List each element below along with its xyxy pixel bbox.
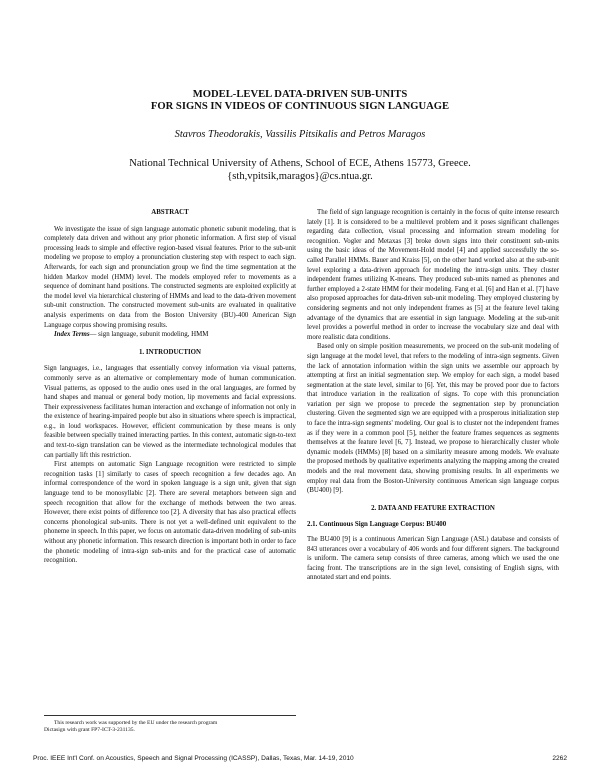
page-footer: [33, 755, 567, 762]
venue-citation: Proc. IEEE Int'l Conf. on Acoustics, Speech and Signal Processing (ICASSP), Dallas, Texas, Mar. 14-19, 2010: [33, 755, 354, 762]
affiliation-block: [0, 157, 600, 183]
email: {sth,vpitsik,maragos}@cs.ntua.gr.: [227, 171, 373, 182]
intro-paragraph-3: The field of sign language recognition is certainly in the focus of quite intense research lately [1]. It is considered to be a multilevel problem and it poses significant challenges regarding data collection, visual processing and information stream modeling for recognition. Vogler and Metaxas [3] broke down signs into their constituent sub-units using the basic ideas of the Movement-Hold model [4] and applied successfully the so-called Parallel HMMs. Bauer and Kraiss [5], on the other hand worked also at the sub-unit level exploring a data-driven approach for modeling the intra-sign units. They cluster independent frames utilizing K-means. They produced sub-units named as phenones and further employed a 2-state HMM for their modeling. Fang et al. [6] and Han et al. [7] have also proposed approaches for data-driven sub-unit modeling. They employed clustering by considering segments and not only independent frames as [5] at the feature level taking advantage of the dynamics that are essential in sign language. Modeling at the sub-unit level provides a powerful method in order to increase the vocabulary size and deal with more realistic data conditions.: [307, 209, 559, 341]
footnote-line-2: Dictasign with grant FP7-ICT-3-231135.: [44, 727, 135, 733]
affiliation: National Technical University of Athens, School of ECE, Athens 15773, Greece.: [129, 158, 471, 169]
intro-heading: 1. INTRODUCTION: [138, 348, 202, 356]
intro-paragraph-2: First attempts on automatic Sign Language recognition were restricted to simple recognition tasks [1] similarly to cases of speech recognition a few decades ago. An informal correspondence of the word in spoken language is a sign unit, given that sign language tend to be monosyllabic [2]. There are several metaphors between sign and speech recognition that allow for the exchange of methods between the two areas. However, there exist points of difference too [2]. A diversity that has also practical effects concerns phonological sub-units. There is not yet a well-defined unit equivalent to the phoneme in speech. In this paper, we focus on automatic data-driven modeling of sub-units without any phonetic information. This research direction is important both in order to face the phonetic modeling of intra-sign sub-units and for the practical case of automatic recognition.: [44, 461, 296, 565]
footnote: [44, 715, 296, 734]
author-list: Stavros Theodorakis, Vassilis Pitsikalis and Petros Maragos: [174, 129, 426, 140]
subsection-2-1-heading: 2.1. Continuous Sign Language Corpus: BU400: [307, 521, 447, 529]
section-2-paragraph-1: The BU400 [9] is a continuous American Sign Language (ASL) database and consists of 843 utterances over a vocabulary of 406 words and four different signers. The background is uniform. The camera setup consists of three cameras, among which we used the one facing front. The transcriptions are in the sign level, consisting of English signs, with annotated start and end points.: [307, 536, 559, 582]
intro-paragraph-1: Sign languages, i.e., languages that essentially convey information via visual patterns, commonly serve as an alternative or complementary mode of human communication. Visual patterns, as opposed to the audio ones used in the oral languages, are formed by hand shapes and manual or general body motion, lip movements and facial expressions. Their expressiveness facilitates human interaction and exchange of information not only in the existence of hearing-impaired people but also in situations where speech is impractical, e.g., in loud workspaces. However, efficient communication by these means is only feasible between specially trained interacting parties. In this context, automatic sign-to-text and text-to-sign translation can be viewed as the intermediate technological modules that can partially lift this restriction.: [44, 365, 296, 459]
title-line-1: MODEL-LEVEL DATA-DRIVEN SUB-UNITS: [192, 89, 408, 100]
abstract-text: We investigate the issue of sign language automatic phonetic subunit modeling, that is completely data driven and without any prior phonetic information. A first step of visual processing leads to simple and effective region-based visual features. Prior to the sub-unit modeling we propose to employ a pronunciation clustering step with respect to each sign. Afterwards, for each sign and pronunciation group we find the time segmentation at the hidden Markov model (HMM) level. The models employed refer to movements as a sequence of dominant hand positions. The constructed segments are exploited explicitly at the model level via hierarchical clustering of HMMs and lead to the data-driven movement sub-unit construction. The constructed movement sub-units are evaluated in qualitative analysis experiments on data from the Boston University (BU)-400 American Sign Language corpus showing promising results.: [44, 225, 296, 329]
intro-paragraph-4: Based only on simple position measurements, we proceed on the sub-unit modeling of sign language at the model level, that refers to the modeling of intra-sign segments. Given the lack of annotation information within the sign units we assemble our approach by attempting at first an initial segmentation step. We employ for each sign, a model based segmentation at the state level, similar to [6]. Yet, this may be proved poor due to factors that introduce variation in the realization of signs. To cope with this pronunciation variation per sign we propose to precede the segmentation step by pronunciation clustering. Given the segmented sign we are equipped with a prosperous initialization step to face the intra-sign segments' modeling. Our goal is to cluster not the independent frames as if they were in a common pool [5], neither the feature frames sequences as segments themselves at the feature level [6, 7]. Instead, we propose to hierarchically cluster whole dynamic models (HMMs) [8] based on a similarity measure among models. We evaluate the proposed methods by qualitative experiments analyzing the mapping among the created models and the real movement data, showing promising results. In all experiments we employ real data from the Boston-University continuous American sign language corpus (BU400) [9].: [307, 343, 560, 495]
index-terms: [44, 330, 296, 340]
right-column: [307, 208, 559, 583]
page-number: 2262: [552, 755, 567, 762]
section-2-heading: 2. DATA AND FEATURE EXTRACTION: [371, 504, 495, 512]
paper-title: [0, 89, 600, 113]
abstract-heading: ABSTRACT: [151, 209, 189, 216]
title-line-2: FOR SIGNS IN VIDEOS OF CONTINUOUS SIGN LANGUAGE: [150, 101, 450, 112]
index-terms-label: Index Terms: [54, 331, 90, 339]
left-column: [44, 208, 296, 566]
index-terms-text: — sign language, subunit modeling, HMM: [89, 331, 209, 339]
footnote-line-1: This research work was supported by the EU under the research program: [54, 720, 218, 726]
